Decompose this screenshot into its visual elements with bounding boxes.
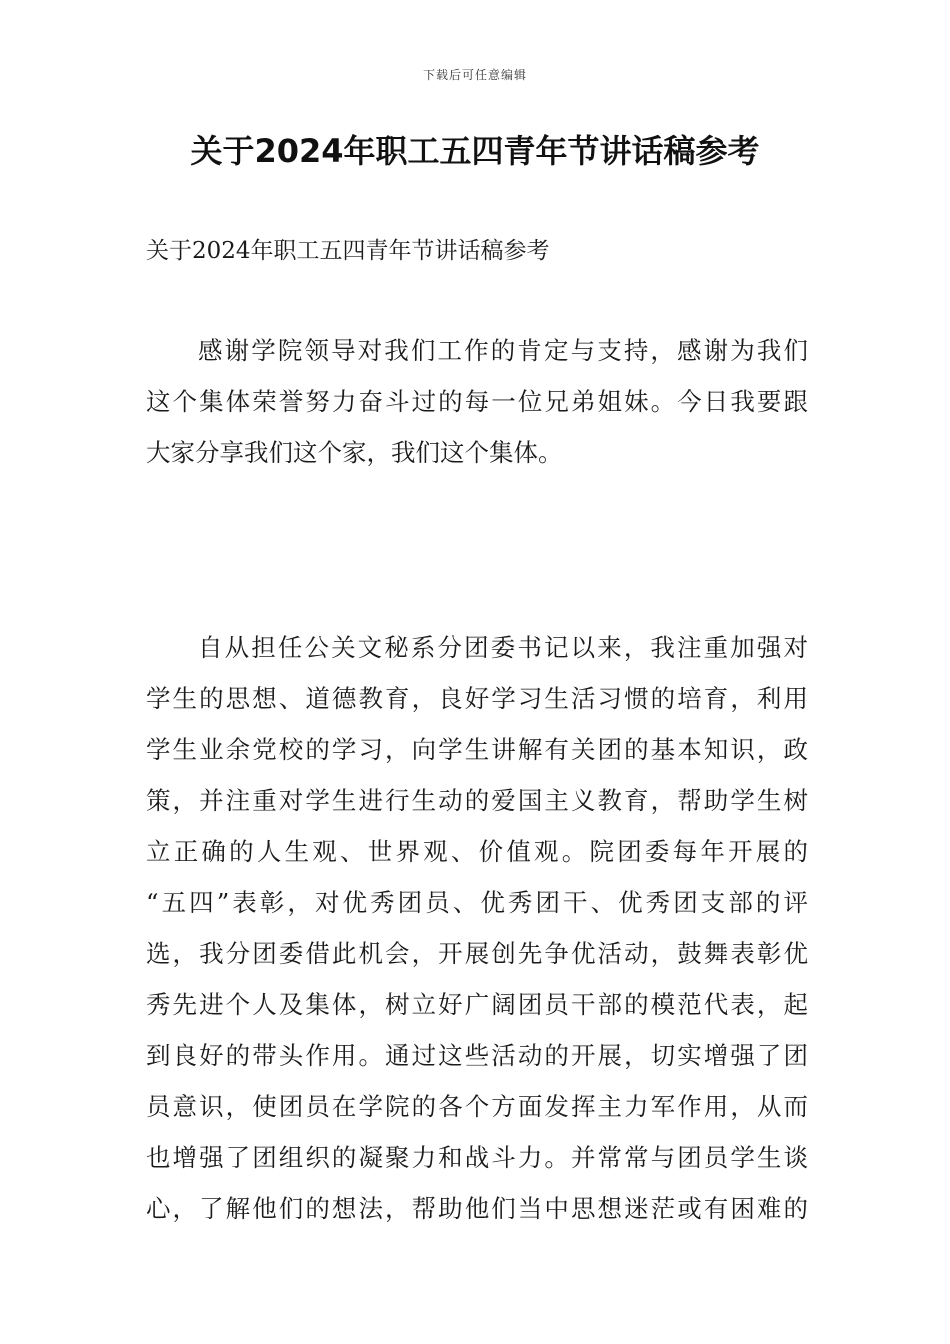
paragraph-line: 学生业余党校的学习，向学生讲解有关团的基本知识，政 <box>146 735 808 764</box>
paragraph-line: 选，我分团委借此机会，开展创先争优活动，鼓舞表彰优 <box>146 939 808 968</box>
paragraph-line: 也增强了团组织的凝聚力和战斗力。并常常与团员学生谈 <box>146 1143 808 1172</box>
paragraph-line: 心，了解他们的想法，帮助他们当中思想迷茫或有困难的 <box>146 1194 808 1223</box>
paragraph-line: 策，并注重对学生进行生动的爱国主义教育，帮助学生树 <box>146 786 808 815</box>
page-title: 关于2024年职工五四青年节讲话稿参考 <box>190 132 760 170</box>
paragraph-line: 学生的思想、道德教育，良好学习生活习惯的培育，利用 <box>146 684 808 713</box>
paragraph-line: 感谢学院领导对我们工作的肯定与支持，感谢为我们 <box>198 336 808 365</box>
paragraph-line: 立正确的人生观、世界观、价值观。院团委每年开展的 <box>146 837 808 866</box>
paragraph-line: 这个集体荣誉努力奋斗过的每一位兄弟姐妹。今日我要跟 <box>146 387 808 416</box>
paragraph-line: 到良好的带头作用。通过这些活动的开展，切实增强了团 <box>146 1041 808 1070</box>
download-note: 下载后可任意编辑 <box>422 68 527 82</box>
paragraph-line: 自从担任公关文秘系分团委书记以来，我注重加强对 <box>198 633 808 662</box>
paragraph-line: 大家分享我们这个家，我们这个集体。 <box>146 438 563 467</box>
paragraph-2 <box>146 622 808 1234</box>
paragraph-line: 员意识，使团员在学院的各个方面发挥主力军作用，从而 <box>146 1092 808 1121</box>
paragraph-1 <box>146 325 808 478</box>
paragraph-line: “五四”表彰，对优秀团员、优秀团干、优秀团支部的评 <box>146 888 808 917</box>
paragraph-line: 秀先进个人及集体，树立好广阔团员干部的模范代表，起 <box>146 990 808 1019</box>
document-subtitle: 关于2024年职工五四青年节讲话稿参考 <box>146 238 550 264</box>
